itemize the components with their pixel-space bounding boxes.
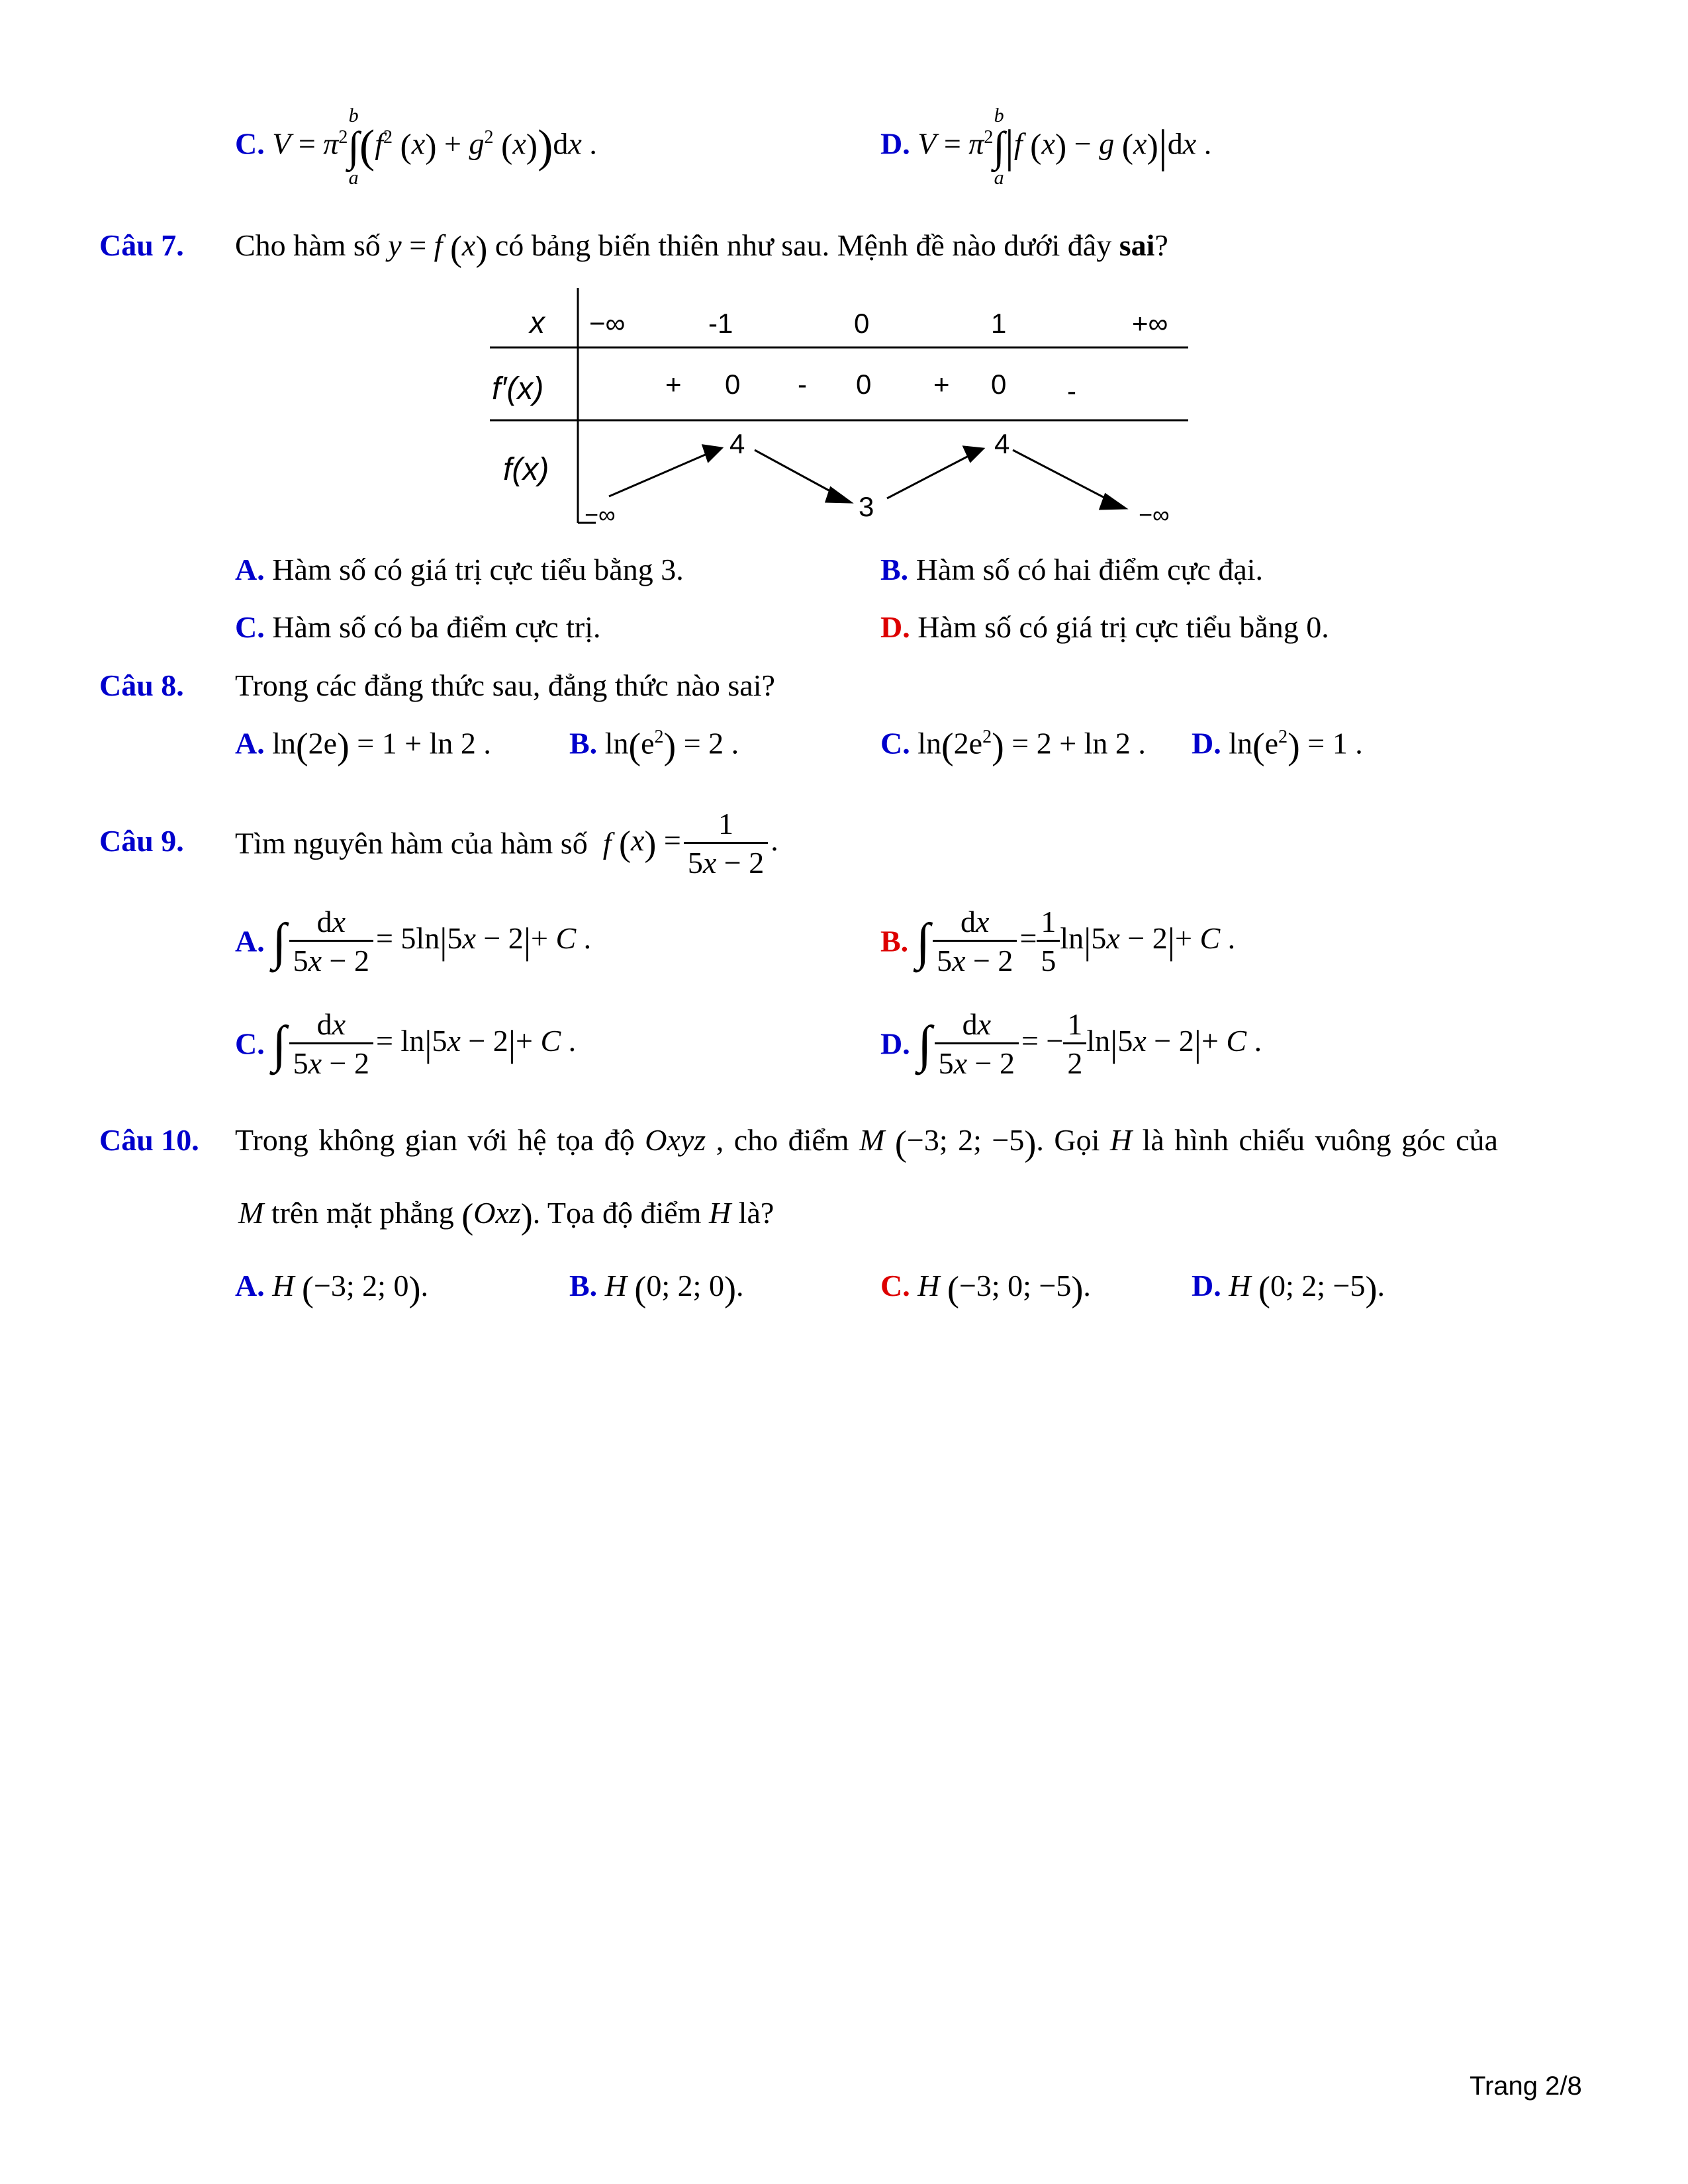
q9-question: Tìm nguyên hàm của hàm số f (x) = $\frac{1}{5x - 2}$ . xyxy=(235,807,778,880)
q7-number: Câu 7. xyxy=(99,228,184,262)
q8-option-d[interactable]: D. $\ln(e^2) = 1$ . xyxy=(1192,726,1363,767)
q10-option-c[interactable]: C. H (−3; 0; −5). xyxy=(880,1269,1091,1309)
row-f-label: f(x) xyxy=(503,452,549,487)
x-value: +∞ xyxy=(1132,308,1168,339)
x-value: −∞ xyxy=(589,308,626,339)
row-x-label: x xyxy=(530,305,545,340)
fp-sign: + xyxy=(665,369,682,400)
q9-option-d[interactable]: D. ∫ $\frac{dx}{5x - 2}$ = − $\frac{1}{2}$ ln|5x − 2|+ C . xyxy=(880,1007,1262,1080)
f-value-max2: 4 xyxy=(994,428,1010,459)
fp-sign: - xyxy=(798,369,807,400)
q8-number: Câu 8. xyxy=(99,668,184,702)
x-value: -1 xyxy=(708,308,733,339)
q6-option-c[interactable]: C. $V = \pi^2$ b ∫ a ($f^2$ $(x) + g^2$ (x))dx . xyxy=(235,105,597,189)
q10-option-b[interactable]: B. H (0; 2; 0). xyxy=(569,1269,744,1309)
q10-line1: Trong không gian với hệ tọa độ Oxyz , cho điểm M (−3; 2; −5). Gọi H là hình chiếu vuông góc của xyxy=(235,1123,1498,1163)
fp-sign: 0 xyxy=(725,369,741,400)
q9-option-b[interactable]: B. ∫ $\frac{dx}{5x - 2}$ = $\frac{1}{5}$ ln|5x − 2|+ C . xyxy=(880,905,1236,978)
f-value-right: −∞ xyxy=(1139,501,1170,526)
q7-option-a[interactable]: A. Hàm số có giá trị cực tiểu bằng 3. xyxy=(235,553,684,586)
fp-sign: - xyxy=(1067,375,1076,406)
q10-line2: M trên mặt phẳng (Oxz). Tọa độ điểm H là? xyxy=(238,1196,774,1236)
fp-sign: 0 xyxy=(991,369,1007,400)
f-value-min: 3 xyxy=(859,491,874,522)
q8-option-a[interactable]: A. ln(2e) = 1 + ln 2 . xyxy=(235,726,491,767)
q9-option-c[interactable]: C. ∫ $\frac{dx}{5x - 2}$ = ln|5x − 2|+ C . xyxy=(235,1007,577,1080)
q6-option-d[interactable]: D. $V = \pi^2$ b ∫ a |f (x) − g (x)|dx . xyxy=(880,105,1212,189)
q7-question: Cho hàm số y = f (x) có bảng biến thiên như sau. Mệnh đề nào dưới đây sai? xyxy=(235,228,1168,269)
q9-option-a[interactable]: A. ∫ $\frac{dx}{5x - 2}$ = 5ln|5x − 2|+ C . xyxy=(235,905,592,978)
q8-question: Trong các đẳng thức sau, đẳng thức nào sai? xyxy=(235,668,775,702)
q8-option-b[interactable]: B. $\ln(e^2) = 2$ . xyxy=(569,726,739,767)
q9-number: Câu 9. xyxy=(99,824,184,858)
f-value-max1: 4 xyxy=(729,428,745,459)
q7-option-d[interactable]: D. Hàm số có giá trị cực tiểu bằng 0. xyxy=(880,610,1329,644)
option-label: D. xyxy=(880,126,910,161)
q10-option-a[interactable]: A. H (−3; 2; 0). xyxy=(235,1269,428,1309)
fp-sign: 0 xyxy=(856,369,872,400)
option-label: C. xyxy=(235,126,265,161)
q10-number: Câu 10. xyxy=(99,1123,199,1157)
x-value: 1 xyxy=(991,308,1007,339)
page-number: Trang 2/8 xyxy=(1470,2071,1582,2101)
q7-option-c[interactable]: C. Hàm số có ba điểm cực trị. xyxy=(235,610,601,644)
variation-table xyxy=(490,288,1205,526)
q7-option-b[interactable]: B. Hàm số có hai điểm cực đại. xyxy=(880,553,1264,586)
q8-option-c[interactable]: C. $\ln(2e^2) = 2 + \ln 2$ . xyxy=(880,726,1146,767)
f-value-left: −∞ xyxy=(585,501,616,526)
fp-sign: + xyxy=(933,369,950,400)
q10-option-d[interactable]: D. H (0; 2; −5). xyxy=(1192,1269,1385,1309)
row-fp-label: f′(x) xyxy=(492,371,544,406)
x-value: 0 xyxy=(854,308,870,339)
